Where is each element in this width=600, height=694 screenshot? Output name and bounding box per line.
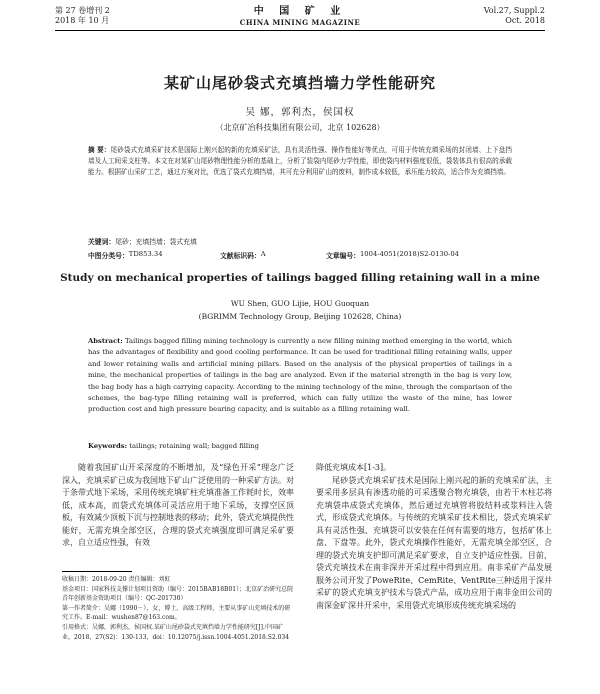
doc-label: 文献标识码： [220,252,261,260]
doc-value: A [260,250,266,258]
abstract-cn [88,145,512,179]
body-paragraph: 降低充填成本[1-3]。 [316,463,392,472]
keywords-cn-label: 关键词： [88,238,116,246]
keywords-en [88,442,512,450]
footnote-rule [62,571,132,572]
footnote-author: 第一作者简介：吴娜（1990－），女，博士，高级工程师，主要从事矿山充填技术的研究工作。E-mail：wushen87@163.com。 [62,604,291,622]
volume-en: Vol.27, Suppl.2 [483,6,545,15]
abstract-en-label: Abstract: [88,337,123,345]
footnote-received: 收稿日期：2018-09-20 责任编辑：刘虹 [62,576,171,583]
date-cn: 2018 年 10 月 [55,16,110,25]
abstract-en [88,336,512,416]
abstract-cn-label: 摘 要： [88,146,111,154]
footnote-citation: 引用格式：吴娜，郭利杰，侯国权.某矿山尾砂袋式充填挡墙力学性能研究[J].中国矿业，2018，27(S2)：130-133，doi：10.12075/j.issn.1004-4051.2018.S2.034 [62,623,290,641]
affiliation-en: (BGRIMM Technology Group, Beijing 102628, China) [198,312,402,321]
authors-en: WU Shen, GUO Lijie, HOU Guoquan [230,299,370,308]
clc-code [88,250,163,260]
header-rule [55,30,545,31]
footnotes [62,575,294,642]
header-right [484,6,545,26]
abstract-en-text: Tailings bagged filling mining technology is currently a new filling mining method emerging in the world, which has the advantages of flexibility and good cooling performance. It can be used for traditional filling retaining walls, upper and lower retaining walls and artificial mining pillars. Based on the analysis of the physical properties of tailings in a mine, the mechanical properties of tailings in the bag are analyzed. Even if the material strength in the bag is very low, the bag body has a high carrying capacity. According to the mining technology of the mine, through the comparison of the schemes, the bag-type filling retaining wall is preferred, which can fully utilize the waste of the mine, has lower production cost and high pressure bearing capacity, and is suitable as a filling retaining wall. [88,337,512,414]
title-cn: 某矿山尾砂袋式充填挡墙力学性能研究 [163,74,436,92]
body-paragraph: 尾砂袋式充填采矿技术是国际上刚兴起的新的充填采矿法，主要采用多层具有渗透功能的可采透聚合物充填袋，由若干木柱芯将充填袋串成袋式充填体，然后通过充填管将胶结料或浆料注入袋式，形成袋式充填体。与传统的充填采矿技术相比，袋式充填采矿具有灵活性强、充填袋可以安装在任何有需要的地方，包括矿体上盘、下盘等。此外，袋式充填操作性能好，无需充填全部空区，合理的袋式充填支护即可满足采矿要求，自立支护适应性强。目前，袋式充填技术在南非深井开采过程中得到应用。南非采矿产品发展服务公司开发了PoweRite、CemRite、VentRite三种适用于深井采矿的袋式充填支护技术与袋式产品，成功应用于南非金田公司的南深金矿深井开采中，采用袋式充填形成传统充填采场的 [316,475,552,610]
title-en: Study on mechanical properties of tailings bagged filling retaining wall in a mine [60,272,540,284]
keywords-cn-text: 尾砂；充填挡墙；袋式充填 [115,238,197,246]
affiliation-cn: （北京矿冶科技集团有限公司，北京 102628） [215,123,385,132]
abstract-cn-text: 尾砂袋式充填采矿技术是国际上刚兴起的新的充填采矿法，具有灵活性强、操作性能好等优点，可用于传统充填采场的封闭墙、上下盘挡墙及人工间采支柱等。本文在对某矿山尾砂物理性能分析的基础上，分析了装袋内尾砂力学性能，即使袋内材料强度很低，袋装体具有很高的承载能力。根据矿山采矿工艺，通过方案对比，优选了袋式充填挡墙，其可充分利用矿山的废料，制作成本较低，承压能力较高，适合作为充填挡墙。 [88,146,513,177]
journal-name-en: CHINA MINING MAGAZINE [239,18,361,27]
article-number [326,250,459,260]
body-paragraph: 随着我国矿山开采深度的不断增加，及“绿色开采”理念广泛深入，充填采矿已成为我国地下矿山广泛使用的一种采矿方法。对于条带式地下采场，采用传统充填矿柱充填准备工作耗时长，效率低，成本高，而袋式充填体可灵活应用于地下采场，支撑空区顶板，有效减少顶板下沉与控制地表的移动；此外，袋式充填提供性能好，无需充填全部空区，合理的袋式充填强度即可满足采矿要求，自立适应性强，有效 [62,463,294,547]
date-en: Oct. 2018 [505,16,545,25]
body-right-column [316,462,552,612]
clc-value: TD853.34 [128,250,163,258]
authors-cn: 吴 娜，郭利杰，侯国权 [245,107,355,118]
keywords-en-text: tailings; retaining wall; bagged filling [129,442,259,450]
volume-issue: 第 27 卷增刊 2 [55,6,110,15]
body-left-column [62,462,294,550]
keywords-en-label: Keywords: [88,442,128,450]
journal-name-cn: 中 国 矿 业 [253,6,347,17]
keywords-cn [88,236,512,246]
article-label: 文章编号： [326,252,360,260]
footnote-funding: 基金项目：国家科技支撑计划项目资助（编号：2015BAB18B01）；北京矿冶研究总院青年创新基金资助项目（编号：QC-201730） [62,585,294,603]
header-center [55,6,545,28]
clc-label: 中图分类号： [88,252,129,260]
doc-code [220,250,266,260]
article-value: 1004-4051(2018)S2-0130-04 [359,250,459,258]
